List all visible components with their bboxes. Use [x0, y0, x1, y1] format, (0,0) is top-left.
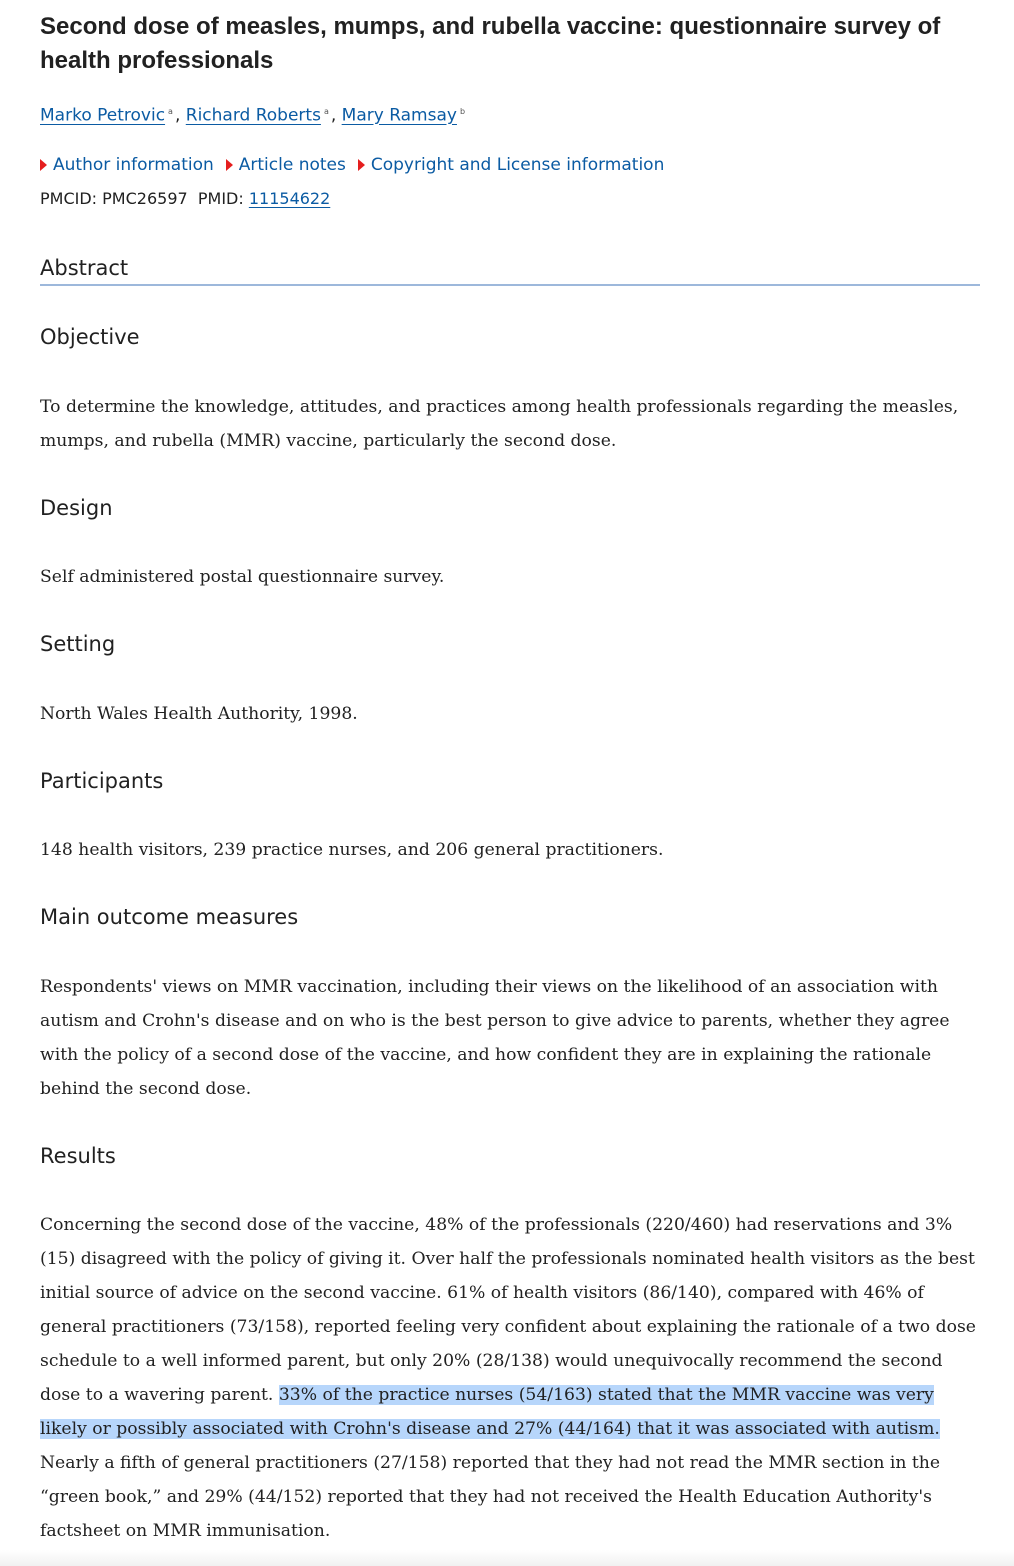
article-notes-toggle[interactable]: [226, 152, 346, 178]
article-identifiers: [40, 186, 330, 212]
abstract-heading: Abstract: [40, 256, 129, 280]
pmid-label: PMID:: [197, 189, 244, 208]
author-affil-marker[interactable]: b: [459, 107, 466, 116]
main-outcome-text: Respondents' views on MMR vaccination, including their views on the likelihood of an association with autism and Crohn's disease and on who is the best person to give advice to parents, whether they agree with the policy of a second dose of the vaccine, and how confident they are in explaining the rationale behind the second dose.: [40, 977, 950, 1099]
setting-heading: Setting: [40, 632, 116, 656]
abstract-divider: [40, 284, 980, 286]
results-text-before: Concerning the second dose of the vaccine, 48% of the professionals (220/460) had reservations and 3% (15) disagreed with the policy of giving it. Over half the professionals nominated health visitors as the best initial source of advice on the second vaccine. 61% of health visitors (86/140), compared with 46% of general practitioners (73/158), reported feeling very confident about explaining the rationale of a two dose schedule to a well informed parent, but only 20% (28/138) would unequivocally recommend the second dose to a wavering parent.: [40, 1215, 976, 1405]
pmcid-label: PMCID:: [40, 189, 98, 208]
article-meta-links: [40, 152, 664, 178]
objective-text: To determine the knowledge, attitudes, and practices among health professionals regarding the measles, mumps, and rubella (MMR) vaccine, particularly the second dose.: [40, 397, 959, 451]
author-link-petrovic[interactable]: Marko Petrovic: [40, 105, 166, 126]
author-list: Marko Petrovic $^a$ , Richard Roberts $^a$ , Mary Ramsay $^b$: [40, 105, 466, 126]
results-heading: Results: [40, 1144, 116, 1168]
objective-heading: Objective: [40, 325, 140, 349]
caret-right-icon: [226, 159, 233, 171]
author-information-label: Author information: [53, 155, 214, 175]
setting-text: North Wales Health Authority, 1998.: [40, 704, 358, 724]
results-text-highlighted[interactable]: 33% of the practice nurses (54/163) stated that the MMR vaccine was very likely or possibly associated with Crohn's disease and 27% (44/164) that it was associated with autism.: [40, 1385, 940, 1439]
author-affil-marker[interactable]: a: [168, 107, 173, 116]
bottom-edge: [0, 1550, 1014, 1566]
author-affil-marker[interactable]: a: [323, 107, 329, 116]
design-text: Self administered postal questionnaire survey.: [40, 567, 445, 587]
article-notes-label: Article notes: [238, 155, 346, 175]
results-text-after: Nearly a fifth of general practitioners (27/158) reported that they had not read the MMR section in the “green book,” and 29% (44/152) reported that they had not received the Health Education Authority's factsheet on MMR immunisation.: [40, 1453, 941, 1541]
author-link-ramsay[interactable]: Mary Ramsay: [341, 105, 457, 126]
copyright-license-label: Copyright and License information: [370, 155, 665, 175]
main-outcome-heading: Main outcome measures: [40, 905, 299, 929]
author-information-toggle[interactable]: [40, 152, 214, 178]
author-link-roberts[interactable]: Richard Roberts: [185, 105, 321, 126]
pmcid-value: PMC26597: [102, 189, 188, 208]
article-title: Second dose of measles, mumps, and rubella vaccine: questionnaire survey of health professionals: [40, 13, 941, 74]
caret-right-icon: [40, 159, 47, 171]
results-text: [40, 1208, 985, 1548]
caret-right-icon: [358, 159, 365, 171]
copyright-license-toggle[interactable]: [358, 152, 664, 178]
pmid-link[interactable]: 11154622: [248, 189, 331, 208]
participants-heading: Participants: [40, 769, 164, 793]
design-heading: Design: [40, 496, 113, 520]
participants-text: 148 health visitors, 239 practice nurses, and 206 general practitioners.: [40, 840, 664, 860]
